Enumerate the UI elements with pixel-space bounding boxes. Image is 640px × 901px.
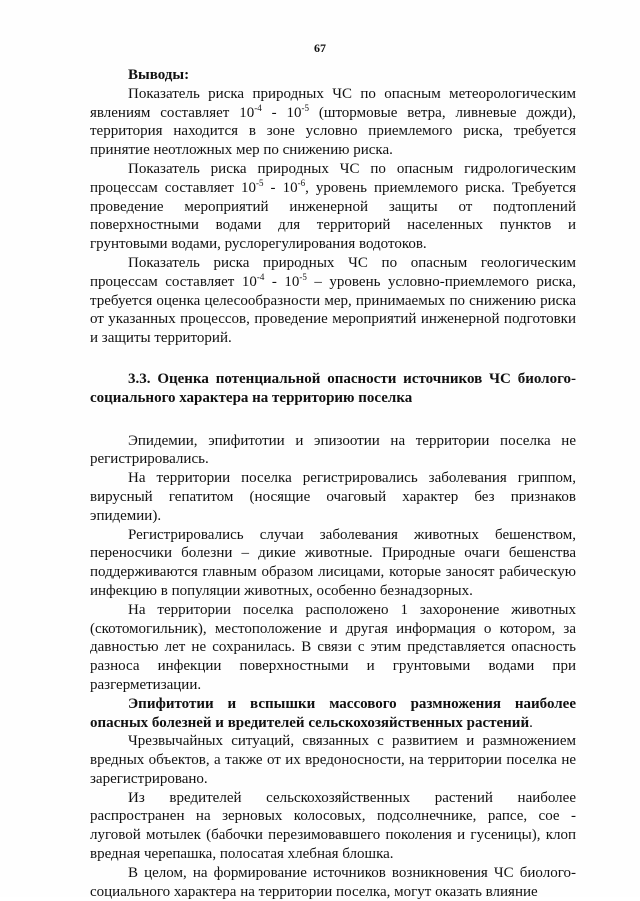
paragraph-summary: В целом, на формирование источников возникновения ЧС биолого-социального характера на территории поселка, могут оказать влияние (90, 864, 576, 900)
subheading-epiphytotics: Эпифитотии и вспышки массового размножения наиболее опасных болезней и вредителей сельскохозяйственных растений. (90, 695, 576, 731)
paragraph-no-emergencies: Чрезвычайных ситуаций, связанных с развитием и размножением вредных объектов, а также от их вредоносности, на территории поселка не зарегистрировано. (90, 733, 576, 787)
section-heading: 3.3. Оценка потенциальной опасности источников ЧС биолого-социального характера на территорию поселка (90, 370, 576, 406)
paragraph-epidemics: Эпидемии, эпифитотии и эпизоотии на территории поселка не регистрировались. (90, 432, 576, 468)
conclusions-heading: Выводы: (128, 67, 190, 83)
paragraph-influenza: На территории поселка регистрировались заболевания гриппом, вирусный гепатитом (носящие очаговый характер без признаков эпидемии). (90, 470, 576, 524)
page-body (90, 66, 576, 901)
conclusion-geological: Показатель риска природных ЧС по опасным геологическим процессам составляет $10^{-4} - 10^{-5}$ – уровень условно-приемлемого риска, требуется оценка целесообразности мер, принимаемых по снижению риска от указанных процессов, проведение мероприятий инженерной подготовки и защиты территорий. (90, 254, 576, 347)
paragraph-burial-site: На территории поселка расположено 1 захоронение животных (скотомогильник), местоположение и другая информация о котором, за давностью лет не сохранилась. В связи с этим представляется опасность разноса инфекции поверхностными и грунтовыми водами при разгерметизации. (90, 601, 576, 693)
conclusion-hydrological: Показатель риска природных ЧС по опасным гидрологическим процессам составляет $10^{-5} - 10^{-6}$, уровень приемлемого риска. Требуется проведение мероприятий инженерной защиты от подтоплений поверхностными водами для территорий населенных пунктов и грунтовыми водами, русл​орегулирования водотоков. (90, 160, 576, 253)
paragraph-pests: Из вредителей сельскохозяйственных растений наиболее распространен на зерновых колосовых, подсолнечнике, рапсе, сое - луговой мотылек (бабочки перезимовавшего поколения и гусеницы), клоп вредная черепашка, полосатая хлебная блошка. (90, 789, 576, 863)
paragraph-rabies: Регистрировались случаи заболевания животных бешенством, переносчики болезни – дикие животные. Природные очаги бешенства поддерживаются главным образом лисицами, которые заносят рабическую инфекцию в популяции животных, особенно безнадзорных. (90, 526, 576, 599)
conclusion-meteorological: Показатель риска природных ЧС по опасным метеорологическим явлениям составляет $10^{-4} - 10^{-5}$ (штормовые ветра, ливневые дожди), территория находится в зоне условно приемлемого риска, требуется принятие неотложных мер по снижению риска. (90, 85, 576, 159)
page-number: 67 (314, 41, 326, 55)
